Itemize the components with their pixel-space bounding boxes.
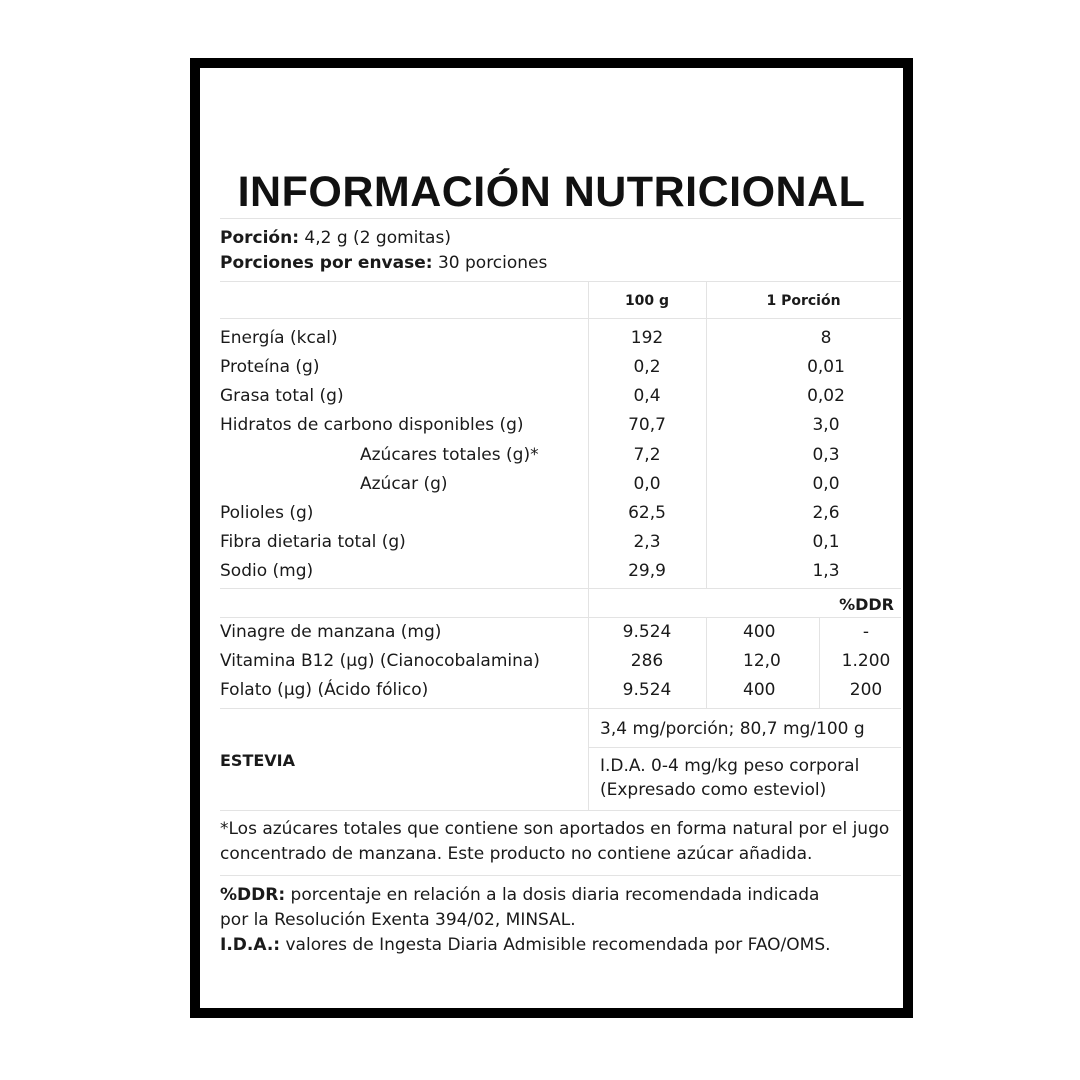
nutrient-name: Sodio (mg) <box>220 561 314 581</box>
column-divider <box>588 588 589 617</box>
nutrient-value-portion: 8 <box>820 328 832 348</box>
ddr-header: %DDR <box>839 595 894 614</box>
nutrient-value-portion: 0,02 <box>807 386 845 406</box>
portion-info <box>220 228 451 248</box>
nutrient-value-100g: 62,5 <box>628 503 666 523</box>
nutrient-value-portion: 0,01 <box>807 357 845 377</box>
nutrient-value-100g: 0,2 <box>633 357 661 377</box>
supplement-name: Folato (µg) (Ácido fólico) <box>220 680 429 700</box>
nutrient-value-100g: 2,3 <box>633 532 661 552</box>
stevia-note: (Expresado como esteviol) <box>600 780 827 800</box>
nutrient-value-portion: 3,0 <box>812 415 840 435</box>
portion-label: Porción: <box>220 228 300 248</box>
portion-value: 4,2 g (2 gomitas) <box>304 228 451 248</box>
divider <box>220 708 901 709</box>
column-header-100g: 100 g <box>624 293 670 309</box>
nutrient-value-100g: 70,7 <box>628 415 666 435</box>
nutrient-value-100g: 0,4 <box>633 386 661 406</box>
nutrient-value-100g: 7,2 <box>633 445 661 465</box>
page-title: INFORMACIÓN NUTRICIONAL <box>237 168 866 216</box>
divider <box>220 218 901 219</box>
supplement-value-100g: 286 <box>630 651 664 671</box>
stevia-ida: I.D.A. 0-4 mg/kg peso corporal <box>600 756 860 776</box>
divider <box>220 318 901 319</box>
supplement-name: Vitamina B12 (µg) (Cianocobalamina) <box>220 651 540 671</box>
nutrient-name: Grasa total (g) <box>220 386 344 406</box>
nutrient-name: Polioles (g) <box>220 503 314 523</box>
nutrient-value-100g: 192 <box>630 328 664 348</box>
supplement-value-100g: 9.524 <box>622 680 672 700</box>
supplement-value-portion: 12,0 <box>743 651 781 671</box>
supplement-value-ddr: - <box>862 622 870 642</box>
nutrient-value-portion: 0,3 <box>812 445 840 465</box>
ddr-definition-text: porcentaje en relación a la dosis diaria recomendada indicada <box>285 885 820 905</box>
nutrient-value-portion: 0,0 <box>812 474 840 494</box>
supplement-value-ddr: 200 <box>849 680 883 700</box>
servings-label: Porciones por envase: <box>220 253 433 273</box>
nutrient-name: Azúcares totales (g)* <box>360 445 539 465</box>
supplement-name: Vinagre de manzana (mg) <box>220 622 442 642</box>
divider <box>220 810 901 811</box>
nutrient-name: Azúcar (g) <box>360 474 448 494</box>
supplement-value-ddr: 1.200 <box>841 651 891 671</box>
nutrition-label-frame <box>190 58 913 1018</box>
supplement-value-100g: 9.524 <box>622 622 672 642</box>
column-divider <box>588 708 589 810</box>
divider <box>588 747 901 748</box>
nutrient-name: Energía (kcal) <box>220 328 338 348</box>
servings-value: 30 porciones <box>437 253 548 273</box>
divider <box>220 617 901 618</box>
divider <box>220 281 901 282</box>
nutrient-value-100g: 29,9 <box>628 561 666 581</box>
nutrient-value-portion: 0,1 <box>812 532 840 552</box>
nutrient-name: Hidratos de carbono disponibles (g) <box>220 415 524 435</box>
ddr-definition-cont: por la Resolución Exenta 394/02, MINSAL. <box>220 910 576 930</box>
ida-definition-label: I.D.A.: <box>220 935 281 955</box>
nutrient-value-portion: 2,6 <box>812 503 840 523</box>
ida-definition <box>220 935 831 955</box>
nutrient-name: Proteína (g) <box>220 357 320 377</box>
stevia-amount: 3,4 mg/porción; 80,7 mg/100 g <box>600 719 865 739</box>
nutrient-value-portion: 1,3 <box>812 561 840 581</box>
ddr-definition-label: %DDR: <box>220 885 286 905</box>
supplement-value-portion: 400 <box>743 680 776 700</box>
sugar-footnote-line: *Los azúcares totales que contiene son aportados en forma natural por el jugo <box>220 819 890 839</box>
nutrient-name: Fibra dietaria total (g) <box>220 532 406 552</box>
supplement-value-portion: 400 <box>743 622 776 642</box>
nutrient-value-100g: 0,0 <box>633 474 661 494</box>
ida-definition-text: valores de Ingesta Diaria Admisible recomendada por FAO/OMS. <box>280 935 831 955</box>
sugar-footnote-line: concentrado de manzana. Este producto no contiene azúcar añadida. <box>220 844 813 864</box>
divider <box>220 875 901 876</box>
divider <box>220 588 901 589</box>
ddr-definition <box>220 885 819 905</box>
servings-info <box>220 253 547 273</box>
column-divider <box>706 617 707 708</box>
stevia-label: ESTEVIA <box>220 751 296 770</box>
column-header-portion: 1 Porción <box>766 293 841 309</box>
